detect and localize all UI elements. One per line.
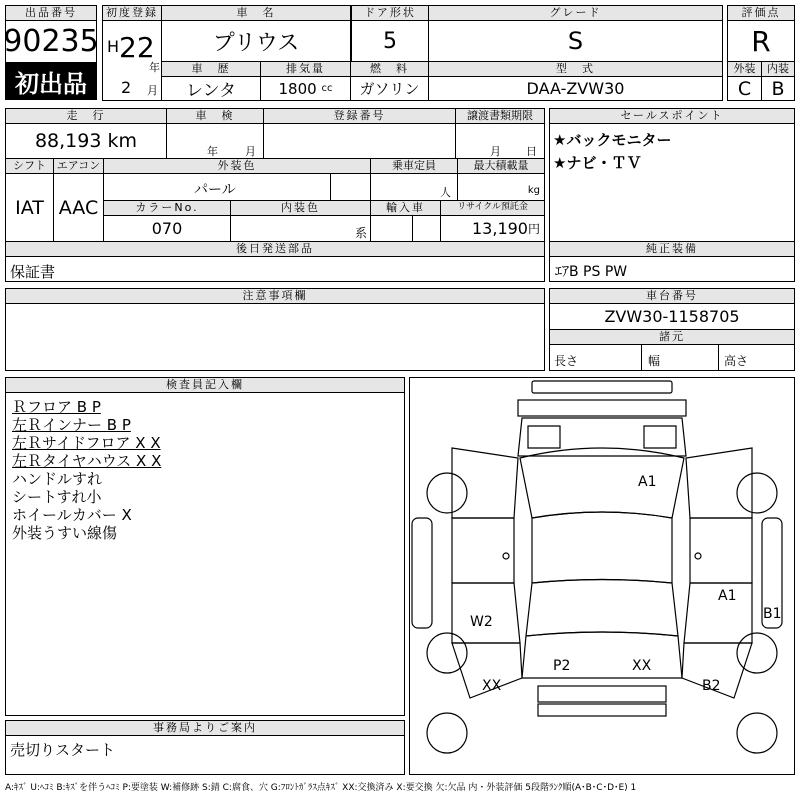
inspector-note: 左Ｒタイヤハウス X X xyxy=(12,452,162,470)
mileage: 88,193 xyxy=(34,130,102,152)
capacity-unit: 人 xyxy=(440,186,451,199)
displacement-cell xyxy=(260,76,351,101)
color-no: 070 xyxy=(103,215,231,242)
interior-label: 内装 xyxy=(761,61,795,77)
later-parts: 保証書 xyxy=(10,263,56,281)
recycle-label: リサイクル預託金 xyxy=(440,200,545,216)
shift-label: シフト xyxy=(5,158,54,174)
length-label: 長さ xyxy=(554,354,579,368)
chassis-label: 車台番号 xyxy=(549,288,795,304)
displacement-label: 排気量 xyxy=(260,61,351,77)
era-prefix: H xyxy=(107,37,120,56)
left-front-fender xyxy=(452,448,518,518)
int-color-unit: 系 xyxy=(354,226,367,240)
trunk xyxy=(522,632,682,678)
inspector-note: 外装うすい線傷 xyxy=(12,524,118,542)
inspector-note: ハンドルすれ xyxy=(12,470,103,488)
model-type-label: 型 式 xyxy=(428,61,723,77)
capacity-cell xyxy=(370,173,458,201)
exterior-label: 外装 xyxy=(727,61,762,77)
damage-mark: A1 xyxy=(718,588,737,604)
fuel-label: 燃 料 xyxy=(350,61,429,77)
front-panel xyxy=(518,400,686,416)
inspector-label: 検査員記入欄 xyxy=(5,377,405,393)
left-mirror xyxy=(503,553,509,559)
wheel-front-right xyxy=(737,473,777,513)
inspector-note: 左Ｒサイドフロア X X xyxy=(12,434,161,452)
inspector-note: ホイールカバー X xyxy=(12,506,132,524)
transfer-cell xyxy=(455,123,545,159)
model-type: DAA-ZVW30 xyxy=(428,76,723,101)
inspector-note: Ｒフロア B P xyxy=(12,398,101,416)
hood xyxy=(518,418,686,456)
reg-year: 22 xyxy=(119,31,155,64)
equip-cell xyxy=(549,256,795,282)
km-unit: km xyxy=(107,130,138,152)
doors: 5 xyxy=(351,20,429,62)
inspector-note: シートすれ小 xyxy=(12,488,102,506)
ac: AAC xyxy=(53,173,104,242)
exterior: C xyxy=(727,76,762,101)
lot-no-label: 出品番号 xyxy=(5,5,97,21)
equip-label: 純正装備 xyxy=(549,241,795,257)
height-label: 高さ xyxy=(724,354,749,368)
insp-month-unit: 月 xyxy=(245,145,256,158)
wheel-rear-left xyxy=(427,633,467,673)
history: レンタ xyxy=(161,76,261,101)
left-side-skirt xyxy=(412,518,432,628)
left-front-door xyxy=(452,518,514,583)
insp-year-unit: 年 xyxy=(207,145,218,158)
int-color-label: 内装色 xyxy=(230,200,371,216)
damage-mark: XX xyxy=(482,678,502,694)
length-cell xyxy=(549,344,642,371)
dims-label: 諸元 xyxy=(549,329,795,345)
ac-label: エアコン xyxy=(53,158,104,174)
sales-points-label: セールスポイント xyxy=(549,108,795,124)
inspection-label: 車 検 xyxy=(166,108,264,124)
wheel-front-left xyxy=(427,473,467,513)
lot-no: 90235 xyxy=(5,20,97,63)
max-load-cell xyxy=(457,173,545,201)
rear-window xyxy=(526,580,678,637)
first-reg-label: 初度登録 xyxy=(102,5,162,21)
reg-month: 2 xyxy=(121,78,132,97)
mileage-label: 走 行 xyxy=(5,108,167,124)
ext-color-cell xyxy=(103,173,331,201)
fuel: ガソリン xyxy=(350,76,429,101)
office-label: 事務局よりご案内 xyxy=(5,720,405,736)
capacity-label: 乗車定員 xyxy=(370,158,458,174)
cc-unit: cc xyxy=(321,83,333,94)
sales-points-box xyxy=(549,123,795,242)
max-load-label: 最大積載量 xyxy=(457,158,545,174)
car-name: プリウス xyxy=(161,20,351,62)
later-parts-cell xyxy=(5,256,545,282)
ext-color-label: 外装色 xyxy=(103,158,371,174)
ext-color-sub-cell xyxy=(330,173,371,201)
spare-wheel-right xyxy=(737,713,777,753)
import-cell-b xyxy=(412,215,441,242)
mileage-cell xyxy=(5,123,167,159)
windshield xyxy=(520,448,684,518)
damage-mark: B2 xyxy=(702,678,721,694)
recycle-cell xyxy=(440,215,545,242)
office-box xyxy=(5,735,405,775)
right-front-door xyxy=(690,518,752,583)
damage-mark: P2 xyxy=(553,658,571,674)
first-listing-badge: 初出品 xyxy=(5,63,97,100)
reg-no-cell xyxy=(263,123,456,159)
inspection-cell xyxy=(166,123,264,159)
int-color-cell xyxy=(230,215,371,242)
wheel-rear-right xyxy=(737,633,777,673)
import-cell-a xyxy=(370,215,413,242)
width-label: 幅 xyxy=(648,354,661,368)
history-label: 車 歴 xyxy=(161,61,261,77)
headlight-right xyxy=(644,426,676,448)
color-no-label: カラーNo. xyxy=(103,200,231,216)
car-diagram xyxy=(409,377,795,775)
recycle: 13,190 xyxy=(472,219,528,238)
interior: B xyxy=(761,76,795,101)
year-unit: 年 xyxy=(149,61,160,74)
width-cell xyxy=(641,344,719,371)
damage-mark: A1 xyxy=(638,474,657,490)
damage-mark: B1 xyxy=(763,606,782,622)
month-unit: 月 xyxy=(147,84,158,97)
inspector-box xyxy=(5,392,405,716)
front-bumper xyxy=(532,381,672,393)
caution-label: 注意事項欄 xyxy=(5,288,545,304)
later-parts-label: 後日発送部品 xyxy=(5,241,545,257)
grade: S xyxy=(428,20,723,62)
car-diagram-svg xyxy=(410,378,794,774)
roof xyxy=(532,512,672,583)
sales-point: ★ナビ・ＴＶ xyxy=(553,154,642,172)
damage-mark: W2 xyxy=(470,614,493,630)
displacement: 1800 xyxy=(278,79,317,98)
sales-point: ★バックモニター xyxy=(553,131,672,149)
rear-bumper-lower xyxy=(538,704,666,716)
ext-color: パール xyxy=(194,182,236,198)
legend: A:ｷｽﾞ U:ﾍｺﾐ B:ｷｽﾞを伴うﾍｺﾐ P:要塗装 W:補修跡 S:錆 C:腐食、穴 G:ﾌﾛﾝﾄｶﾞﾗｽ点ｷｽﾞ XX:交換済み X:要交換 欠:欠品 内・外装評価 5段階ﾗﾝｸ順(A･B･C･D･E) 1 xyxy=(5,783,637,793)
max-load-unit: kg xyxy=(527,185,540,196)
right-front-fender xyxy=(686,448,752,518)
rear-bumper xyxy=(538,686,666,702)
height-cell xyxy=(718,344,795,371)
damage-mark: XX xyxy=(632,658,652,674)
first-reg-box xyxy=(102,20,162,101)
chassis: ZVW30-1158705 xyxy=(549,303,795,330)
score: R xyxy=(727,20,795,62)
doors-label: ドア形状 xyxy=(351,5,429,21)
spare-wheel-left xyxy=(427,713,467,753)
transfer-label: 譲渡書類期限 xyxy=(455,108,545,124)
score-label: 評価点 xyxy=(727,5,795,21)
office-text: 売切りスタート xyxy=(10,741,116,759)
left-rear-door xyxy=(452,583,520,643)
headlight-left xyxy=(528,426,560,448)
equip: ｴｱB PS PW xyxy=(555,264,628,280)
grade-label: グレード xyxy=(428,5,723,21)
caution-box xyxy=(5,303,545,371)
import-label: 輸入車 xyxy=(370,200,441,216)
transfer-day-unit: 日 xyxy=(526,145,537,158)
reg-no-label: 登録番号 xyxy=(263,108,456,124)
inspector-note: 左Ｒインナー B P xyxy=(12,416,131,434)
shift: IAT xyxy=(5,173,54,242)
transfer-month-unit: 月 xyxy=(490,145,501,158)
yen-unit: 円 xyxy=(527,222,540,236)
right-mirror xyxy=(695,553,701,559)
car-name-label: 車 名 xyxy=(161,5,351,21)
